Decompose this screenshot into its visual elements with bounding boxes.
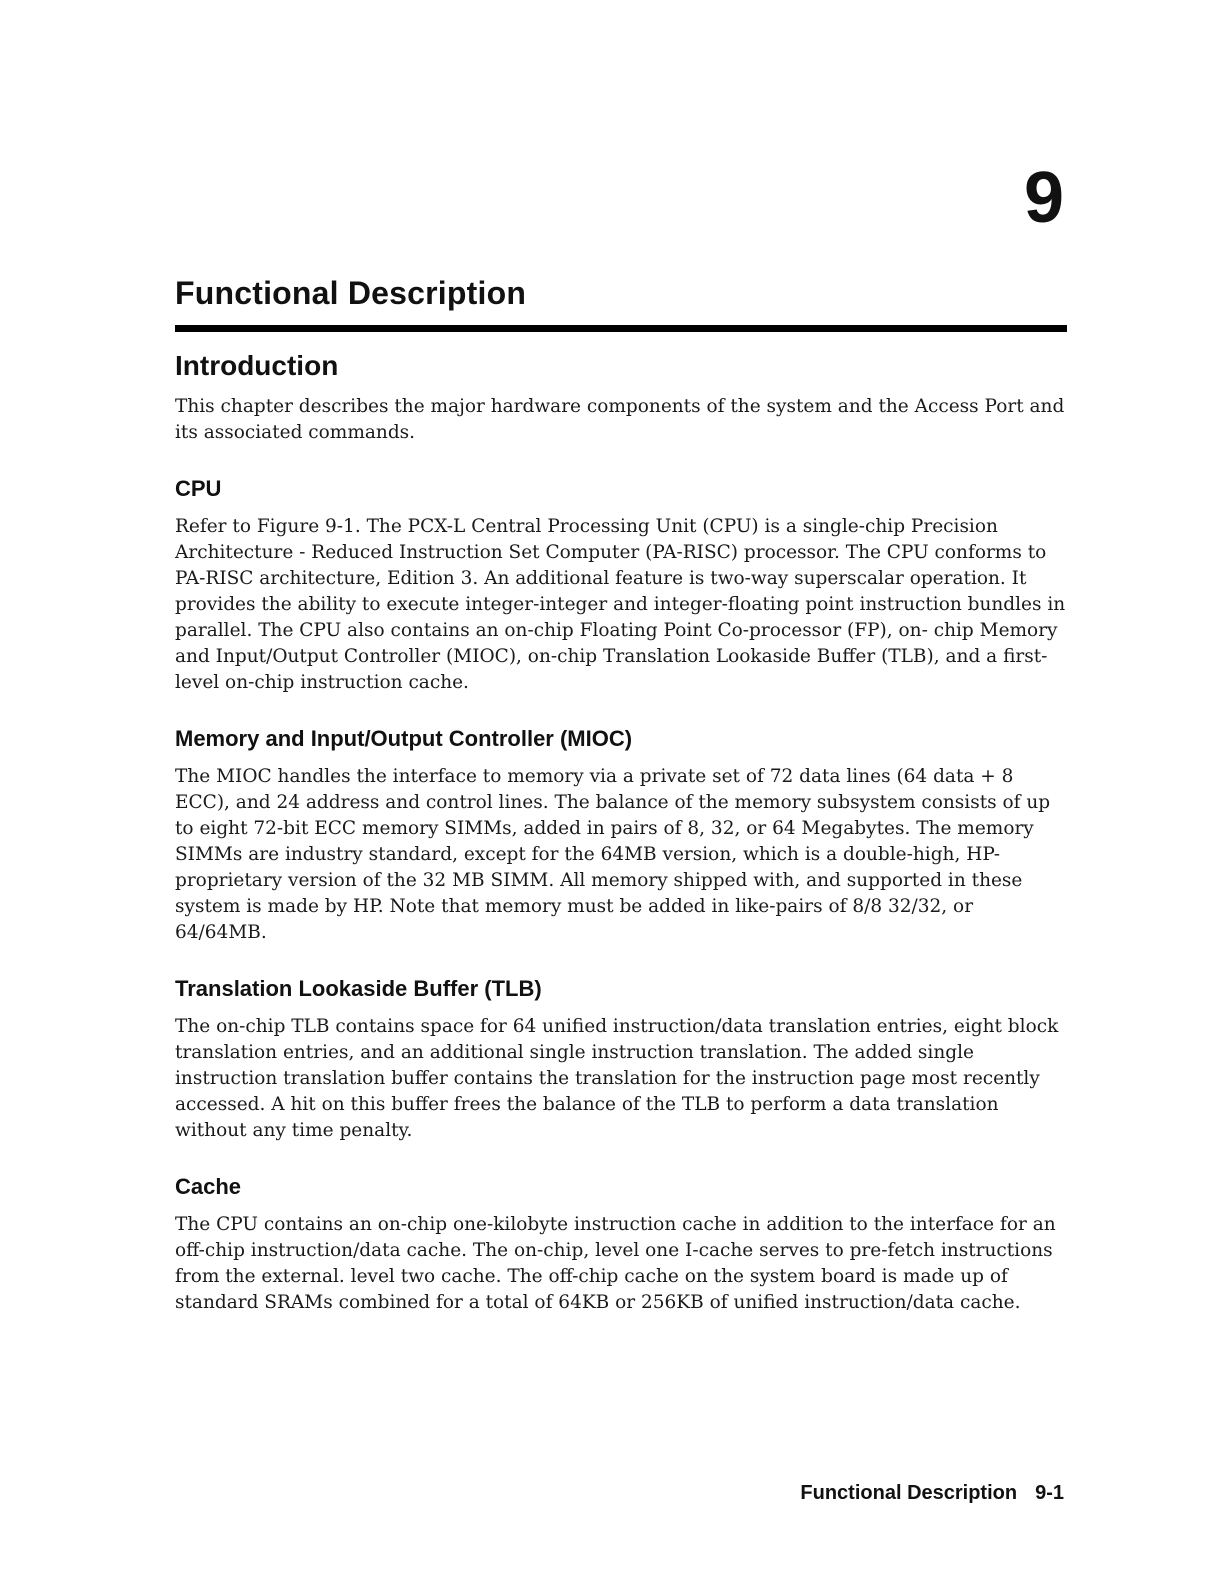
page-number: 9-1 — [1035, 1482, 1064, 1504]
page-content — [175, 348, 1067, 1316]
title-rule — [175, 325, 1067, 332]
mioc-heading: Memory and Input/Output Controller (MIOC) — [175, 726, 633, 751]
footer-title: Functional Description — [800, 1482, 1018, 1504]
tlb-heading: Translation Lookaside Buffer (TLB) — [175, 976, 542, 1001]
page-footer — [800, 1481, 1064, 1505]
section-cache — [175, 1172, 1067, 1316]
cpu-paragraph: Refer to Figure 9-1. The PCX-L Central Processing Unit (CPU) is a single-chip Precision Architecture - Reduced Instruction Set Computer (PA-RISC) processor. The CPU conforms to PA-RISC architecture, Edition 3. An additional feature is two-way superscalar operation. It provides the ability to execute integer-integer and integer-floating point instruction bundles in parallel. The CPU also contains an on-chip Floating Point Co-processor (FP), on- chip Memory and Input/Output Controller (MIOC), on-chip Translation Lookaside Buffer (TLB), and a first-level on-chip instruction cache. — [175, 516, 1066, 693]
introduction-paragraph: This chapter describes the major hardware components of the system and the Access Port and its associated commands. — [175, 396, 1065, 443]
cache-paragraph: The CPU contains an on-chip one-kilobyte instruction cache in addition to the interface for an off-chip instruction/data cache. The on-chip, level one I-cache serves to pre-fetch instructions from the external. level two cache. The off-chip cache on the system board is made up of standard SRAMs combined for a total of 64KB or 256KB of unified instruction/data cache. — [175, 1214, 1056, 1313]
chapter-title: Functional Description — [175, 275, 527, 311]
section-cpu — [175, 474, 1067, 696]
mioc-paragraph: The MIOC handles the interface to memory via a private set of 72 data lines (64 data + 8 ECC), and 24 address and control lines. The balance of the memory subsystem consists of up to eight 72-bit ECC memory SIMMs, added in pairs of 8, 32, or 64 Megabytes. The memory SIMMs are industry standard, except for the 64MB version, which is a double-high, HP-proprietary version of the 32 MB SIMM. All memory shipped with, and supported in these system is made by HP. Note that memory must be added in like-pairs of 8/8 32/32, or 64/64MB. — [175, 766, 1051, 943]
chapter-number: 9 — [1023, 158, 1064, 238]
section-tlb — [175, 974, 1067, 1144]
introduction-heading: Introduction — [175, 350, 339, 381]
tlb-paragraph: The on-chip TLB contains space for 64 unified instruction/data translation entries, eight block translation entries, and an additional single instruction translation. The added single instruction translation buffer contains the translation for the instruction page most recently accessed. A hit on this buffer frees the balance of the TLB to perform a data translation without any time penalty. — [175, 1016, 1059, 1141]
section-mioc — [175, 724, 1067, 946]
section-introduction — [175, 348, 1067, 446]
cache-heading: Cache — [175, 1174, 242, 1199]
cpu-heading: CPU — [175, 476, 222, 501]
